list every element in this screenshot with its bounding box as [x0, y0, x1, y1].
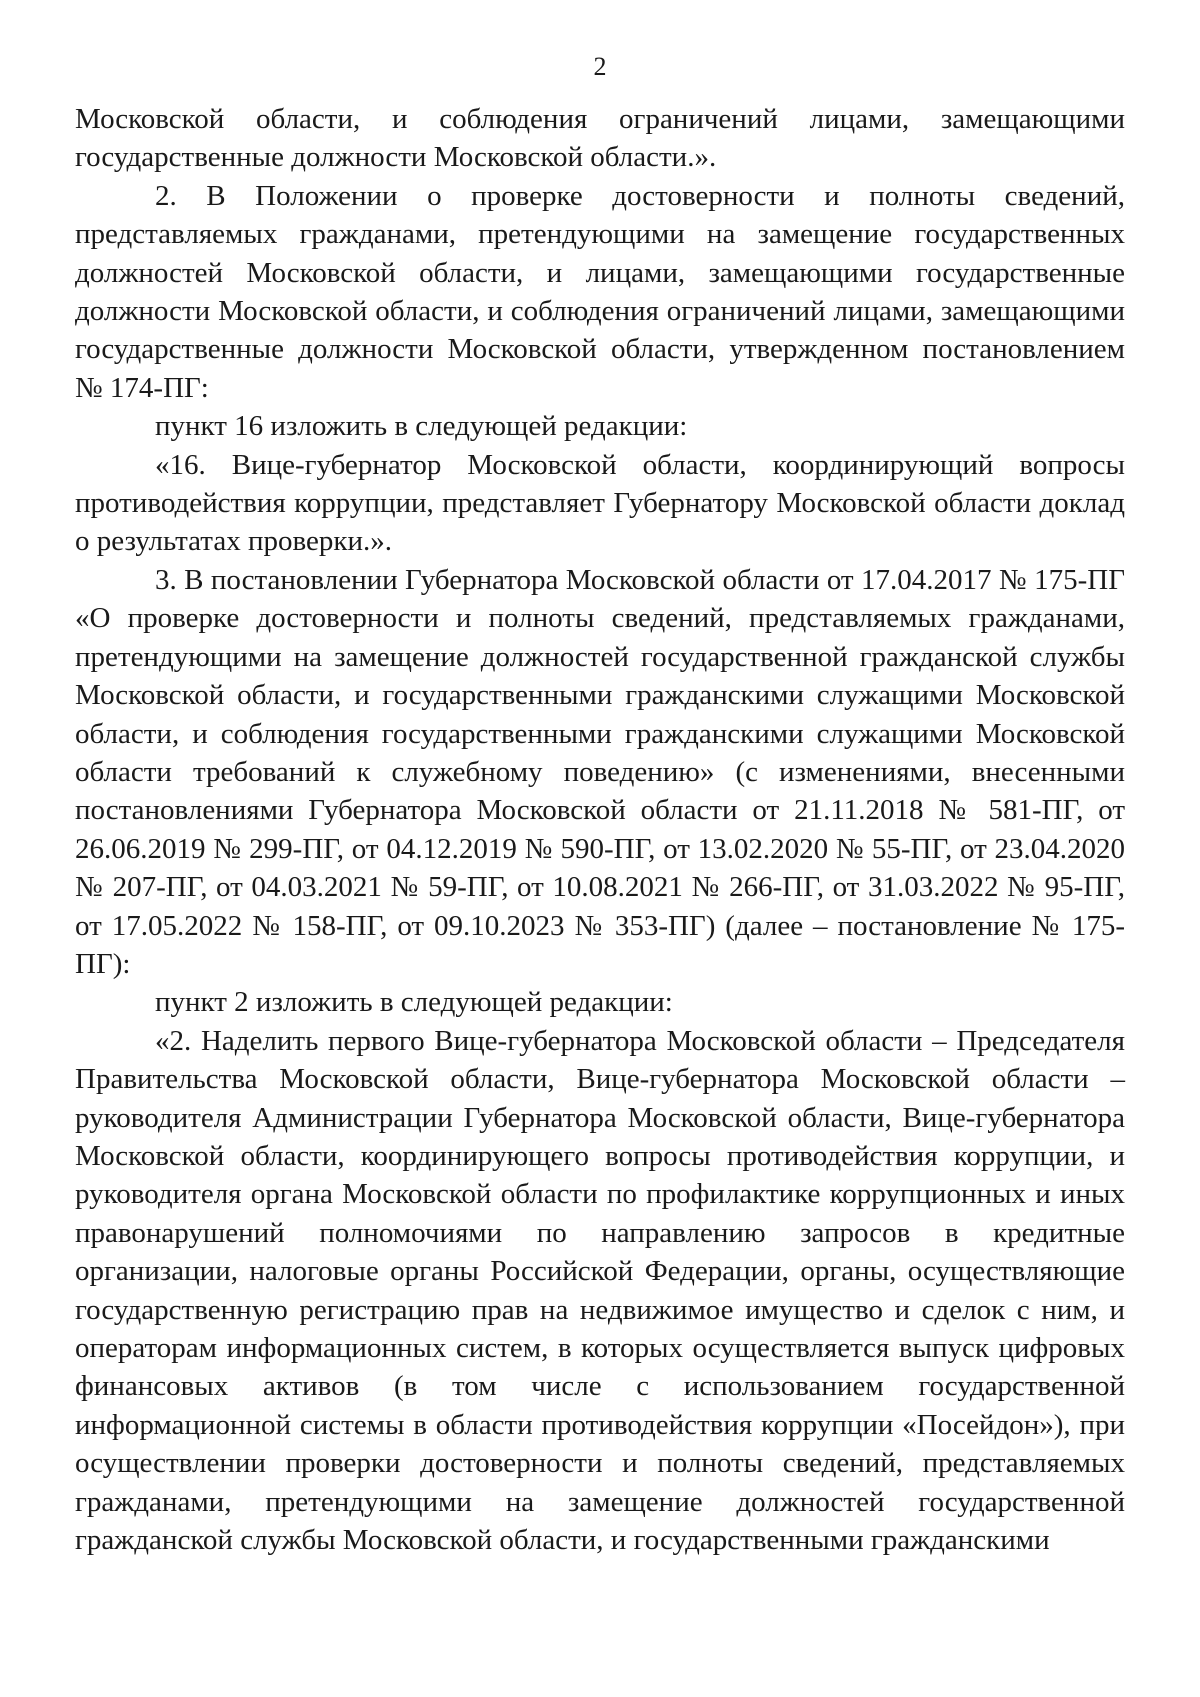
page-number: 2 — [593, 52, 607, 81]
paragraph-point-2-intro: пункт 2 изложить в следующей редакции: — [155, 986, 673, 1019]
paragraph-point-16-intro: пункт 16 изложить в следующей редакции: — [155, 410, 688, 443]
paragraph-point-16-text: «16. Вице-губернатор Московской области, координирующий вопросы противодействия коррупции, представляет Губернатору Московской области доклад о результатах проверки.». — [75, 448, 1125, 558]
paragraph-continuation: Московской области, и соблюдения ограничений лицами, замещающими государственные должности Московской области.». — [75, 103, 1125, 174]
paragraph-item-2: 2. В Положении о проверке достоверности и полноты сведений, представляемых гражданами, претендующими на замещение государственных должностей Московской области, и лицами, замещающими государственные должности Московской области, и соблюдения ограничений лицами, замещающими государственные должности Московской области, утвержденном постановлением № 174-ПГ: — [75, 179, 1125, 404]
paragraph-item-3: 3. В постановлении Губернатора Московской области от 17.04.2017 № 175-ПГ «О проверке достоверности и полноты сведений, представляемых гражданами, претендующими на замещение должностей государственной гражданской службы Московской области, и государственными гражданскими служащими Московской области, и соблюдения государственными гражданскими служащими Московской области требований к служебному поведению» (с изменениями, внесенными постановлениями Губернатора Московской области от 21.11.2018 № 581-ПГ, от 26.06.2019 № 299-ПГ, от 04.12.2019 № 590-ПГ, от 13.02.2020 № 55-ПГ, от 23.04.2020 № 207-ПГ, от 04.03.2021 № 59-ПГ, от 10.08.2021 № 266-ПГ, от 31.03.2022 № 95-ПГ, от 17.05.2022 № 158-ПГ, от 09.10.2023 № 353-ПГ) (далее – постановление № 175-ПГ): — [75, 563, 1125, 980]
paragraph-point-2-text: «2. Наделить первого Вице-губернатора Московской области – Председателя Правительства Московской области, Вице-губернатора Московской области – руководителя Администрации Губернатора Московской области, Вице-губернатора Московской области, координирующего вопросы противодействия коррупции, и руководителя органа Московской области по профилактике коррупционных и иных правонарушений полномочиями по направлению запросов в кредитные организации, налоговые органы Российской Федерации, органы, осуществляющие государственную регистрацию прав на недвижимое имущество и сделок с ним, и операторам информационных систем, в которых осуществляется выпуск цифровых финансовых активов (в том числе с использованием государственной информационной системы в области противодействия коррупции «Посейдон»), при осуществлении проверки достоверности и полноты сведений, представляемых гражданами, претендующими на замещение должностей государственной гражданской службы Московской области, и государственными гражданскими — [75, 1024, 1125, 1557]
document-body — [75, 100, 1125, 1559]
